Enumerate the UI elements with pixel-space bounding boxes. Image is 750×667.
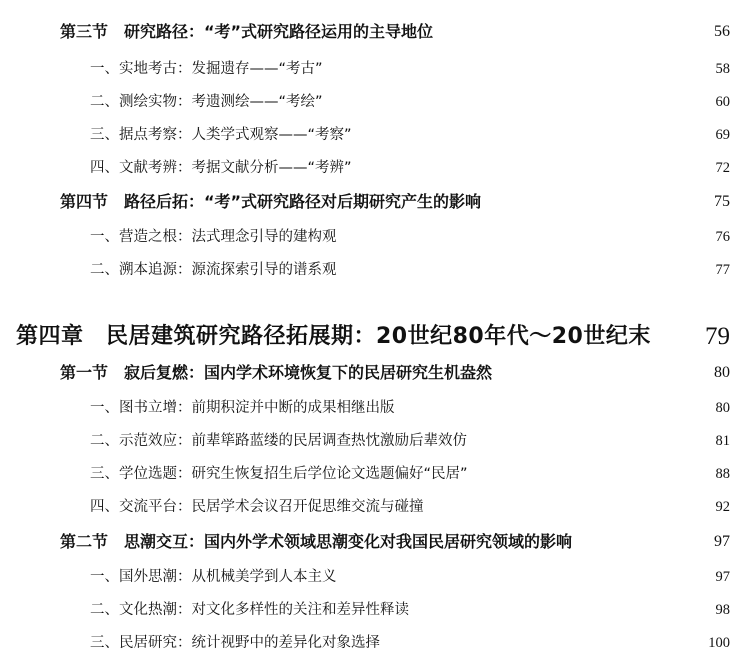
toc-item-title: 三、学位选题：研究生恢复招生后学位论文选题偏好“民居”	[90, 466, 468, 482]
toc-item-title: 二、示范效应：前辈筚路蓝缕的民居调查热忱激励后辈效仿	[90, 433, 467, 449]
toc-section-title: 第四节 路径后拓：“考”式研究路径对后期研究产生的影响	[60, 192, 482, 211]
toc-item-entry[interactable]	[0, 120, 750, 150]
toc-page-number: 80	[715, 400, 730, 416]
toc-item-entry[interactable]	[0, 628, 750, 658]
toc-page-number: 97	[714, 533, 730, 550]
toc-item-title: 三、据点考察：人类学式观察——“考察”	[90, 127, 352, 143]
toc-section-entry[interactable]	[0, 527, 750, 557]
toc-page-number: 60	[715, 94, 730, 110]
toc-page-number: 79	[705, 323, 730, 350]
toc-chapter-entry[interactable]	[0, 317, 750, 357]
toc-item-title: 一、实地考古：发掘遗存——“考古”	[90, 61, 323, 77]
toc-page-number: 80	[714, 364, 730, 381]
toc-page-number: 58	[715, 61, 730, 77]
toc-item-entry[interactable]	[0, 459, 750, 489]
toc-page-number: 75	[714, 193, 730, 210]
toc-section-title: 第二节 思潮交互：国内外学术领域思潮变化对我国民居研究领域的影响	[60, 532, 573, 551]
toc-page-number: 76	[715, 229, 730, 245]
toc-item-entry[interactable]	[0, 426, 750, 456]
toc-item-title: 四、文献考辨：考据文献分析——“考辨”	[90, 160, 352, 176]
toc-item-entry[interactable]	[0, 255, 750, 285]
toc-item-entry[interactable]	[0, 562, 750, 592]
toc-section-title: 第三节 研究路径：“考”式研究路径运用的主导地位	[60, 22, 434, 41]
toc-section-entry[interactable]	[0, 17, 750, 47]
toc-section-title: 第一节 寂后复燃：国内学术环境恢复下的民居研究生机盎然	[60, 363, 493, 382]
toc-item-title: 二、测绘实物：考遗测绘——“考绘”	[90, 94, 323, 110]
toc-item-entry[interactable]	[0, 87, 750, 117]
toc-page-number: 72	[715, 160, 730, 176]
toc-item-entry[interactable]	[0, 595, 750, 625]
toc-item-entry[interactable]	[0, 222, 750, 252]
toc-item-title: 二、溯本追源：源流探索引导的谱系观	[90, 262, 337, 278]
toc-page-number: 56	[714, 23, 730, 40]
toc-section-entry[interactable]	[0, 187, 750, 217]
toc-item-title: 四、交流平台：民居学术会议召开促思维交流与碰撞	[90, 499, 424, 515]
toc-item-title: 三、民居研究：统计视野中的差异化对象选择	[90, 635, 380, 651]
toc-item-title: 一、营造之根：法式理念引导的建构观	[90, 229, 337, 245]
toc-section-entry[interactable]	[0, 358, 750, 388]
toc-item-title: 一、图书立增：前期积淀并中断的成果相继出版	[90, 400, 395, 416]
toc-page-number: 69	[715, 127, 730, 143]
toc-page-number: 98	[715, 602, 730, 618]
toc-page-number: 97	[715, 569, 730, 585]
toc-page-number: 92	[715, 499, 730, 515]
toc-item-title: 一、国外思潮：从机械美学到人本主义	[90, 569, 337, 585]
toc-item-entry[interactable]	[0, 54, 750, 84]
toc-page-number: 81	[715, 433, 730, 449]
toc-page-number: 100	[708, 635, 730, 651]
toc-item-entry[interactable]	[0, 153, 750, 183]
toc-item-entry[interactable]	[0, 492, 750, 522]
toc-page-number: 88	[715, 466, 730, 482]
toc-page-number: 77	[715, 262, 730, 278]
toc-chapter-title: 第四章 民居建筑研究路径拓展期：20世纪80年代～20世纪末	[16, 324, 651, 349]
toc-item-title: 二、文化热潮：对文化多样性的关注和差异性释读	[90, 602, 409, 618]
toc-item-entry[interactable]	[0, 393, 750, 423]
